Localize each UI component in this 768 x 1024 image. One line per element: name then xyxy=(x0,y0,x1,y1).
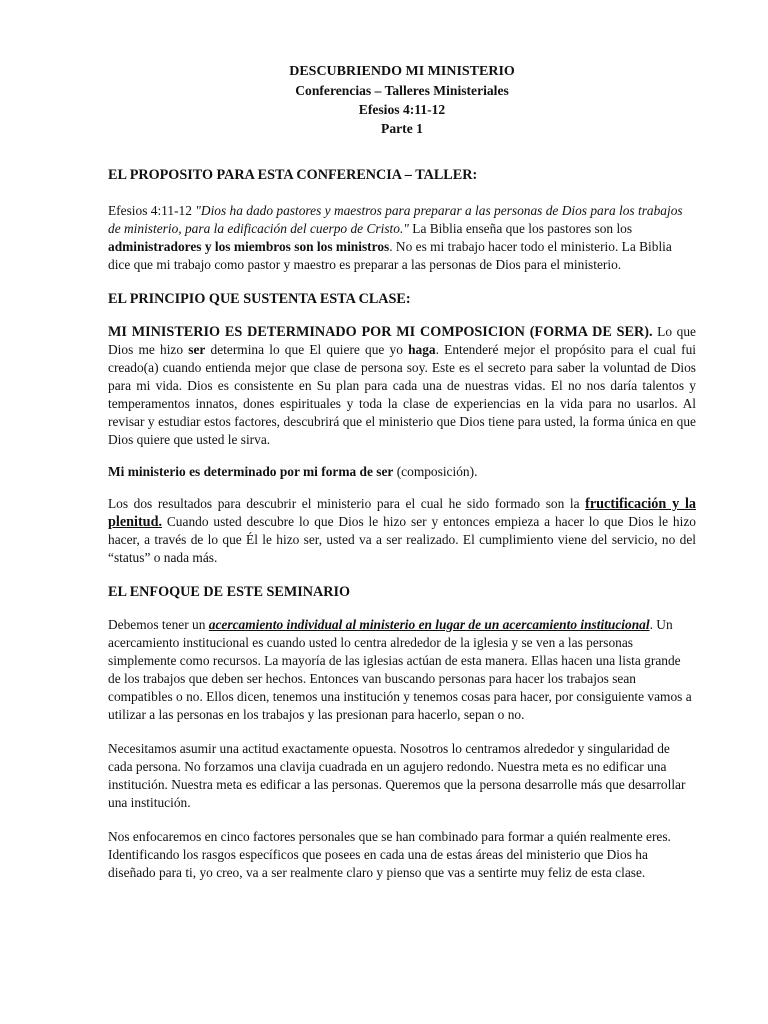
purpose-quote: "Dios ha dado pastores y maestros para preparar a las personas de Dios para los trabajos de ministerio, para la edificación del cuerpo de Cristo." xyxy=(108,203,683,236)
focus-paragraph-3: Nos enfocaremos en cinco factores personales que se han combinado para formar a quién realmente eres. Identificando los rasgos específicos que posees en cada una de estas áreas del ministerio que Dios ha diseñado para ti, yo creo, va a ser realmente claro y pienso que vas a sentirte muy feliz de esta clase. xyxy=(108,829,671,880)
principle-lead: MI MINISTERIO ES DETERMINADO POR MI COMPOSICION (FORMA DE SER). xyxy=(108,324,653,340)
section-heading-focus: EL ENFOQUE DE ESTE SEMINARIO xyxy=(108,584,351,600)
focus-paragraph-1: Debemos tener un acercamiento individual al ministerio en lugar de un acercamiento institucional. Un acercamiento institucional es cuando usted lo centra alrededor de la iglesia y se ven a las personas simplemente como recursos. La mayoría de las iglesias actúan de esta manera. Ellas hacen una lista grande de los trabajos que deben ser hechos. Entonces van buscando personas para hacer los trabajos sean compatibles o no. Ellos dicen, tenemos una institución y tenemos cosas para hacer, por consiguiente vamos a utilizar a las personas en los trabajos y las presionan para hacerlo, sepan o no. xyxy=(108,617,692,722)
document-title: DESCUBRIENDO MI MINISTERIO xyxy=(289,64,515,79)
ministry-statement: Mi ministerio es determinado por mi forma de ser (composición). xyxy=(108,464,478,479)
scripture-reference: Efesios 4:11-12 xyxy=(358,102,446,117)
results-paragraph: Los dos resultados para descubrir el ministerio para el cual he sido formado son la fructificación y la plenitud. Cuando usted descubre lo que Dios le hizo ser y entonces empieza a hacer lo que Dios le hizo hacer, a través de lo que Él le hizo ser, usted va a ser realizado. El cumplimiento viene del servicio, no del “status” o nada más. xyxy=(108,496,696,565)
document-body xyxy=(108,63,696,882)
section-heading-principle: EL PRINCIPIO QUE SUSTENTA ESTA CLASE: xyxy=(108,291,411,307)
principle-paragraph: MI MINISTERIO ES DETERMINADO POR MI COMPOSICION (FORMA DE SER). Lo que Dios me hizo ser determina lo que El quiere que yo haga. Entenderé mejor el propósito para el cual fui creado(a) cuando entienda mejor que clase de persona soy. Este es el secreto para saber la voluntad de Dios para mi vida. Dios es consistente en Su plan para cada una de nuestras vidas. El no nos daría talentos y temperamentos innatos, dones espirituales y toda la clase de experiencias en la vida para no usarlos. Al revisar y estudiar estos factores, descubrirá que el ministerio que Dios tiene para usted, la forma única en que Dios quiere que usted le sirva. xyxy=(108,324,696,447)
document-subtitle: Conferencias – Talleres Ministeriales xyxy=(295,83,509,98)
purpose-paragraph: Efesios 4:11-12 "Dios ha dado pastores y maestros para preparar a las personas de Dios para los trabajos de ministerio, para la edificación del cuerpo de Cristo." La Biblia enseña que los pastores son los administradores y los miembros son los ministros. No es mi trabajo hacer todo el ministerio. La Biblia dice que mi trabajo como pastor y maestro es preparar a las personas de Dios para el ministerio. xyxy=(108,203,683,272)
results-emphasis: fructificación y la plenitud. xyxy=(108,496,696,530)
part-label: Parte 1 xyxy=(381,121,423,136)
purpose-reference: Efesios 4:11-12 xyxy=(108,203,196,218)
section-heading-purpose: EL PROPOSITO PARA ESTA CONFERENCIA – TALLER: xyxy=(108,167,478,183)
purpose-emphasis: administradores y los miembros son los ministros xyxy=(108,239,390,254)
focus-emphasis: acercamiento individual al ministerio en lugar de un acercamiento institucional xyxy=(208,617,650,632)
focus-paragraph-2: Necesitamos asumir una actitud exactamente opuesta. Nosotros lo centramos alrededor y singularidad de cada persona. No forzamos una clavija cuadrada en un agujero redondo. Nuestra meta es no edificar una institución. Nuestra meta es edificar a las personas. Queremos que la persona desarrolle más que desarrollar una institución. xyxy=(108,741,686,810)
